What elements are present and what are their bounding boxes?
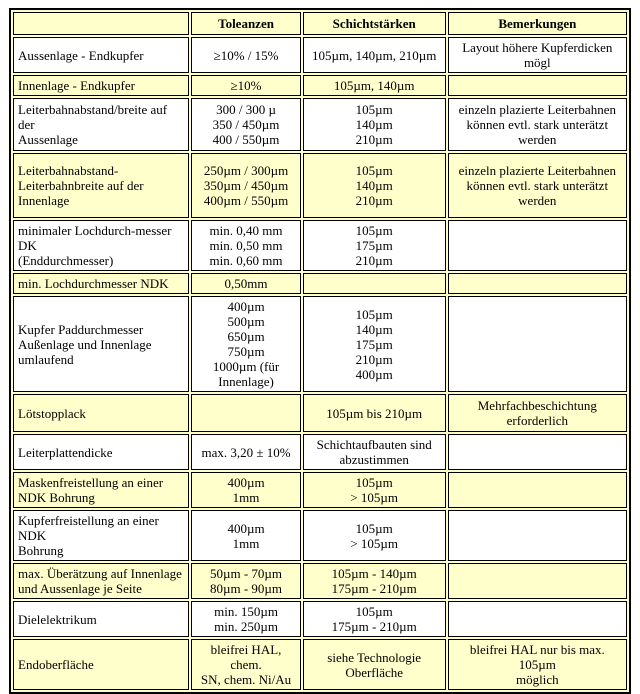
cell-line: ≥10% [230, 78, 262, 93]
remarks-cell [448, 510, 627, 561]
cell-line: Oberfläche [345, 664, 404, 680]
cell-line: 175µm - 210µm [331, 581, 417, 596]
cell-line: Endoberfläche [18, 657, 94, 672]
cell-line: Lötstopplack [18, 405, 86, 421]
cell-line: SN, chem. Ni/Au [200, 672, 292, 687]
cell-line: 175µm [355, 336, 393, 352]
tolerance-cell [191, 220, 300, 271]
header-row [13, 12, 627, 35]
thickness-cell [303, 563, 446, 599]
cell-line: 105µm, 140µm, 210µm [312, 47, 437, 63]
row-label-cell [13, 510, 189, 561]
table-row [13, 394, 627, 432]
tolerance-cell [191, 37, 300, 73]
cell-line: 300 / 300 µ [216, 102, 276, 117]
cell-line: 400µm [227, 520, 265, 536]
cell-line: 500µm [227, 314, 265, 329]
cell-line: Kupferfreistellung an einer NDK [18, 513, 159, 543]
cell-line: 105µm [355, 604, 393, 619]
cell-line: 1mm [232, 490, 260, 505]
tolerance-cell [191, 153, 300, 218]
cell-line: Layout höhere Kupferdicken [462, 40, 613, 55]
thickness-cell [303, 510, 446, 561]
table-row [13, 639, 627, 690]
cell-line: 80µm - 90µm [210, 581, 283, 596]
cell-line: Leiterplattendicke [18, 444, 113, 460]
cell-line: max. Überätzung auf Innenlage [18, 566, 182, 581]
thickness-cell [303, 37, 446, 73]
row-label-cell [13, 296, 189, 392]
cell-line: 1000µm (für [212, 359, 280, 374]
cell-line: 210µm [355, 253, 393, 268]
table-row [13, 153, 627, 218]
cell-line: 175µm - 210µm [331, 619, 417, 634]
cell-line: 400 / 550µm [212, 132, 280, 147]
thickness-cell [303, 296, 446, 392]
remarks-cell [448, 472, 627, 508]
tolerance-cell [191, 273, 300, 294]
cell-line: Außenlage und Innenlage [18, 336, 152, 352]
cell-line: 210µm [355, 351, 393, 367]
cell-line: umlaufend [18, 351, 74, 367]
cell-line: 1mm [232, 535, 260, 551]
remarks-cell [448, 98, 627, 151]
cell-line: 400µm [227, 299, 265, 314]
cell-line: 105µm, 140µm [333, 78, 415, 93]
tolerance-cell [191, 639, 300, 690]
row-label-cell [13, 273, 189, 294]
row-label-cell [13, 394, 189, 432]
table-row [13, 98, 627, 151]
cell-line: > 105µm [350, 490, 399, 505]
cell-line: 400µm [355, 366, 393, 382]
row-label-cell [13, 220, 189, 271]
cell-line: 105µm [355, 223, 393, 238]
cell-line: 50µm - 70µm [210, 566, 283, 581]
table-row [13, 563, 627, 599]
cell-line: min. Lochdurchmesser NDK [18, 276, 169, 291]
cell-line: 105µm [355, 306, 393, 322]
table-row [13, 273, 627, 294]
remarks-cell [448, 220, 627, 271]
cell-line: Aussenlage - Endkupfer [18, 47, 144, 63]
cell-line: werden [518, 132, 557, 147]
table-row [13, 601, 627, 637]
cell-line: min. 0,60 mm [209, 253, 283, 268]
spec-table [9, 8, 631, 694]
cell-line: 250µm / 300µm [203, 163, 289, 178]
table-row [13, 37, 627, 73]
cell-line: 210µm [355, 193, 393, 208]
cell-line: Innenlage - Endkupfer [18, 78, 135, 93]
spec-table-body [13, 37, 627, 690]
cell-line: Innenlage) [218, 374, 274, 389]
remarks-cell [448, 153, 627, 218]
cell-line: siehe Technologie [327, 649, 422, 665]
cell-line: 105µm [355, 520, 393, 536]
cell-line: Leiterbahnabstand/breite auf der [18, 102, 168, 132]
cell-line: 650µm [227, 329, 265, 344]
row-label-cell [13, 153, 189, 218]
cell-line: ≥10% / 15% [213, 47, 279, 63]
table-row [13, 220, 627, 271]
cell-line: min. 150µm [214, 604, 278, 619]
table-row [13, 75, 627, 96]
cell-line: min. 0,50 mm [209, 238, 283, 253]
cell-line: und Aussenlage je Seite [18, 581, 142, 596]
remarks-cell [448, 37, 627, 73]
cell-line: Schichtaufbauten sind [316, 437, 432, 452]
remarks-cell [448, 563, 627, 599]
tolerance-cell [191, 296, 300, 392]
remarks-cell [448, 394, 627, 432]
tolerance-cell [191, 563, 300, 599]
cell-line: DK [18, 238, 37, 253]
remarks-cell [448, 75, 627, 96]
cell-line: min. 0,40 mm [209, 223, 283, 238]
cell-line: 750µm [227, 344, 265, 359]
cell-line: NDK Bohrung [18, 490, 95, 505]
row-label-cell [13, 563, 189, 599]
cell-line: (Enddurchmesser) [18, 253, 114, 268]
cell-line: 140µm [355, 117, 393, 132]
cell-line: 140µm [355, 178, 393, 193]
row-label-cell [13, 434, 189, 470]
cell-line: einzeln plazierte Leiterbahnen [458, 163, 616, 178]
thickness-cell [303, 220, 446, 271]
cell-line: 210µm [355, 132, 393, 147]
cell-line: Mehrfachbeschichtung [477, 398, 597, 413]
table-row [13, 296, 627, 392]
cell-line: 350µm / 450µm [203, 178, 289, 193]
remarks-cell [448, 601, 627, 637]
thickness-cell [303, 153, 446, 218]
cell-line: abzustimmen [339, 452, 409, 467]
thickness-cell [303, 98, 446, 151]
header-schichtstaerken: Schichtstärken [303, 12, 446, 35]
row-label-cell [13, 601, 189, 637]
cell-line: bleifrei HAL, chem. [210, 642, 282, 672]
cell-line: 350 / 450µm [212, 117, 280, 132]
table-row [13, 434, 627, 470]
cell-line: > 105µm [350, 535, 399, 551]
cell-line: können evtl. stark unterätzt [466, 178, 609, 193]
thickness-cell [303, 601, 446, 637]
tolerance-cell [191, 510, 300, 561]
thickness-cell [303, 472, 446, 508]
cell-line: erforderlich [506, 413, 568, 428]
tolerance-cell [191, 394, 300, 432]
header-bemerkungen: Bemerkungen [448, 12, 627, 35]
cell-line: 105µm [355, 163, 393, 178]
cell-line: Aussenlage [18, 132, 78, 147]
cell-line: 0,50mm [224, 276, 268, 291]
row-label-cell [13, 75, 189, 96]
tolerance-cell [191, 98, 300, 151]
cell-line: mögl [523, 55, 551, 70]
cell-line: Leiterbahnabstand- [18, 163, 119, 178]
table-row [13, 472, 627, 508]
cell-line: 105µm [355, 102, 393, 117]
cell-line: max. 3,20 ± 10% [201, 444, 291, 460]
cell-line: 175µm [355, 238, 393, 253]
thickness-cell [303, 639, 446, 690]
remarks-cell [448, 296, 627, 392]
header-empty-cell [13, 12, 189, 35]
cell-line: können evtl. stark unterätzt [466, 117, 609, 132]
tolerance-cell [191, 434, 300, 470]
row-label-cell [13, 472, 189, 508]
cell-line: werden [518, 193, 557, 208]
thickness-cell [303, 75, 446, 96]
header-toleranzen: Toleanzen [191, 12, 300, 35]
cell-line: 140µm [355, 321, 393, 337]
cell-line: möglich [516, 672, 559, 687]
row-label-cell [13, 37, 189, 73]
remarks-cell [448, 434, 627, 470]
cell-line: einzeln plazierte Leiterbahnen [458, 102, 616, 117]
thickness-cell [303, 394, 446, 432]
cell-line: 105µm [355, 475, 393, 490]
cell-line: 400µm [227, 475, 265, 490]
cell-line: Bohrung [18, 543, 64, 558]
cell-line: Dielelektrikum [18, 611, 97, 627]
table-row [13, 510, 627, 561]
cell-line: Kupfer Paddurchmesser [18, 321, 144, 337]
cell-line: 105µm - 140µm [331, 566, 417, 581]
cell-line: 105µm bis 210µm [326, 405, 423, 421]
cell-line: 400µm / 550µm [203, 193, 289, 208]
cell-line: Leiterbahnbreite auf der [18, 178, 144, 193]
cell-line: minimaler Lochdurch-messer [18, 223, 172, 238]
cell-line: Innenlage [18, 193, 70, 208]
remarks-cell [448, 639, 627, 690]
row-label-cell [13, 639, 189, 690]
tolerance-cell [191, 601, 300, 637]
cell-line: min. 250µm [214, 619, 278, 634]
tolerance-cell [191, 472, 300, 508]
thickness-cell [303, 434, 446, 470]
cell-line: Maskenfreistellung an einer [18, 475, 164, 490]
cell-line: bleifrei HAL nur bis max. 105µm [469, 642, 605, 672]
remarks-cell [448, 273, 627, 294]
thickness-cell [303, 273, 446, 294]
tolerance-cell [191, 75, 300, 96]
row-label-cell [13, 98, 189, 151]
